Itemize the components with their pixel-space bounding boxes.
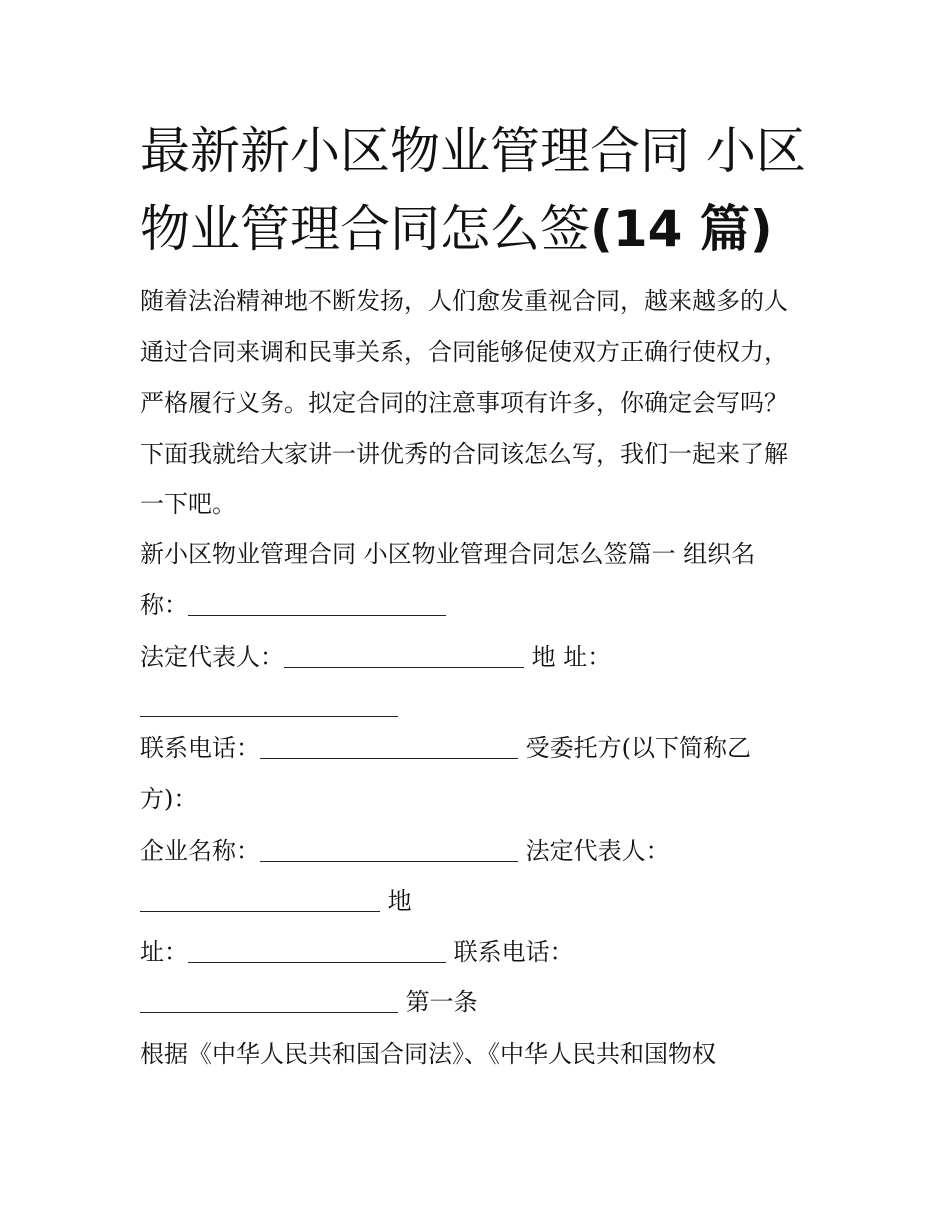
intro-line-3: 严格履行义务。拟定合同的注意事项有许多，你确定会写吗？ [140, 389, 788, 417]
document-title [140, 112, 820, 268]
company-row [140, 825, 670, 877]
address-label: 地 址： [531, 643, 612, 671]
phone-label: 联系电话： [140, 734, 260, 762]
phone-2-blank [140, 982, 398, 1013]
article-1-heading: 第一条 [405, 988, 478, 1016]
phone-2-row [140, 976, 478, 1028]
legal-rep-row [140, 631, 611, 683]
section-heading: 新小区物业管理合同 小区物业管理合同怎么签篇一 组织名 [140, 540, 756, 568]
legal-rep-label-2: 法定代表人： [525, 837, 670, 865]
intro-line-5: 一下吧。 [140, 490, 236, 518]
org-name-label: 称： [140, 591, 188, 619]
entrusted-party-tail: 方)： [140, 785, 198, 813]
title-count: (14 篇) [590, 200, 773, 258]
intro-line-2: 通过合同来调和民事关系，合同能够促使双方正确行使权力， [140, 338, 788, 366]
intro-line-4: 下面我就给大家讲一讲优秀的合同该怎么写，我们一起来了解 [140, 440, 788, 468]
address-2-row [140, 926, 574, 978]
address-label-2-end: 址： [140, 938, 188, 966]
intro-line-1: 随着法治精神地不断发扬，人们愈发重视合同，越来越多的人 [140, 287, 788, 315]
phone-label-2: 联系电话： [453, 938, 574, 966]
basis-text: 根据《中华人民共和国合同法》、《中华人民共和国物权 [140, 1040, 716, 1068]
entrusted-party-label: 受委托方(以下简称乙 [525, 734, 752, 762]
company-name-blank [260, 831, 518, 862]
org-name-blank [188, 585, 446, 616]
legal-rep-2-row [140, 875, 412, 927]
legal-rep-2-blank [140, 881, 380, 912]
company-name-label: 企业名称： [140, 837, 260, 865]
legal-rep-blank [284, 637, 524, 668]
phone-row [140, 722, 751, 774]
legal-rep-label: 法定代表人： [140, 643, 284, 671]
address-2-blank [188, 932, 446, 963]
title-line-1: 最新新小区物业管理合同 小区 [140, 122, 806, 180]
phone-blank [260, 728, 518, 759]
address-blank [140, 686, 398, 717]
org-name-row [140, 579, 446, 631]
address-label-2-start: 地 [387, 887, 412, 915]
title-line-2: 物业管理合同怎么签 [140, 200, 590, 258]
